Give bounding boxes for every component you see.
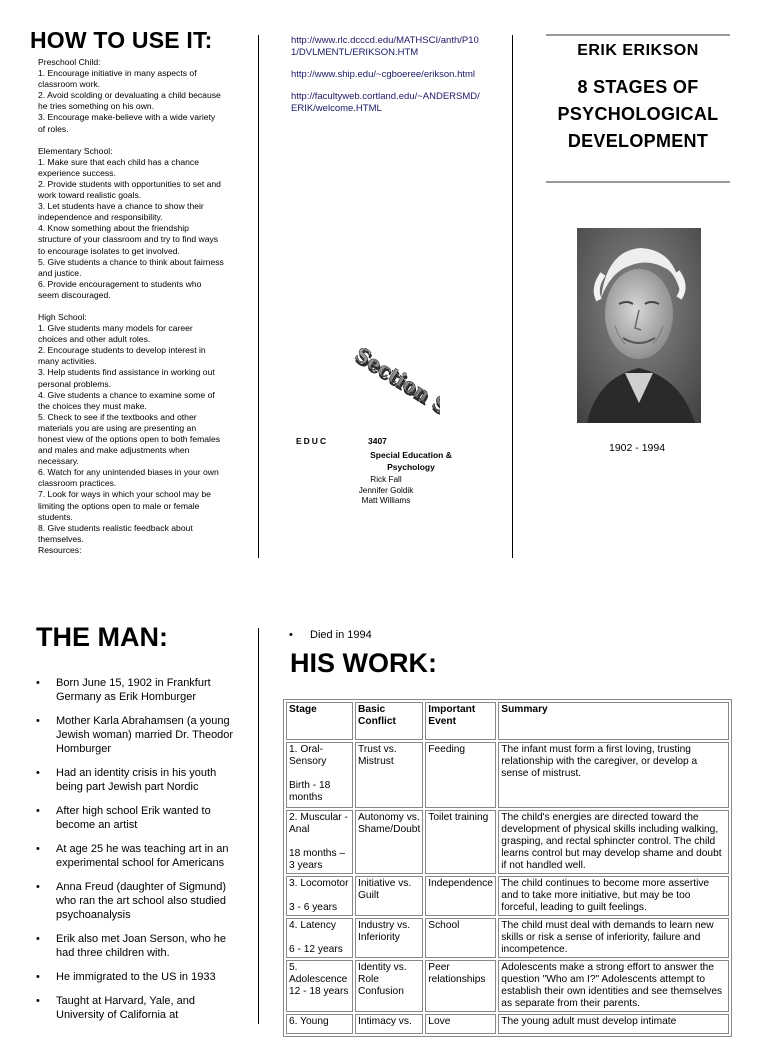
stage-age: 18 months – 3 years bbox=[289, 848, 346, 871]
resource-links bbox=[291, 35, 481, 125]
cell-summary: The infant must form a first loving, trusting relationship with the caregiver, or develop a sense of mistrust. bbox=[498, 742, 729, 808]
divider-right bbox=[512, 35, 513, 558]
resources-label: Resources: bbox=[38, 544, 82, 555]
list-item: • Erik also met Joan Serson, who he had three children with. bbox=[36, 932, 236, 960]
table-row bbox=[286, 918, 729, 958]
cell-conflict: Initiative vs. Guilt bbox=[355, 876, 423, 916]
table-row bbox=[286, 742, 729, 808]
list-item: • Had an identity crisis in his youth being part Jewish part Nordic bbox=[36, 766, 236, 794]
stage-name: 6. Young bbox=[289, 1016, 329, 1027]
cell-event: Feeding bbox=[425, 742, 496, 808]
section-title: High School: bbox=[38, 311, 87, 322]
stage-name: 2. Muscular -Anal bbox=[289, 812, 348, 835]
his-work-heading: HIS WORK: bbox=[290, 648, 437, 678]
course-code: EDUC bbox=[296, 436, 329, 446]
tip-item: 4. Know something about the friendship structure of your classroom and try to find ways to encourage isolates to get involved. bbox=[38, 223, 219, 256]
resource-link[interactable]: http://www.ship.edu/~cgboeree/erikson.html bbox=[291, 69, 476, 80]
cell-conflict: Trust vs. Mistrust bbox=[355, 742, 423, 808]
cell-conflict: Intimacy vs. bbox=[355, 1014, 423, 1034]
stage-name: 4. Latency bbox=[289, 920, 337, 931]
cell-conflict: Autonomy vs. Shame/Doubt bbox=[355, 810, 423, 874]
cell-event: School bbox=[425, 918, 496, 958]
tip-item: 4. Give students a chance to examine some of the choices they must make. bbox=[38, 389, 215, 411]
cell-stage bbox=[286, 1014, 353, 1034]
tip-item: 2. Avoid scolding or devaluating a child because he tries something on his own. bbox=[38, 90, 221, 112]
authors bbox=[336, 475, 436, 507]
list-item: • Anna Freud (daughter of Sigmund) who ran the art school also studied psychoanalysis bbox=[36, 880, 236, 922]
divider-lower bbox=[258, 628, 259, 1024]
cell-event: Love bbox=[425, 1014, 496, 1034]
author: Rick Fall bbox=[370, 475, 402, 484]
cell-conflict: Industry vs. Inferiority bbox=[355, 918, 423, 958]
stages-table-body bbox=[286, 742, 729, 1034]
title-rule-top bbox=[546, 34, 730, 36]
list-item: • He immigrated to the US in 1933 bbox=[36, 970, 236, 984]
stage-name: 5. Adolescence bbox=[289, 962, 348, 985]
cell-stage bbox=[286, 810, 353, 874]
the-man-list bbox=[36, 676, 236, 1032]
tip-item: 1. Encourage initiative in many aspects of classroom work. bbox=[38, 68, 197, 90]
cell-summary: The child's energies are directed toward the development of physical skills including walking, grasping, and rectal sphincter control. The child learns control but may develop shame and doubt if not handled well. bbox=[498, 810, 729, 874]
section-title: Elementary School: bbox=[38, 145, 113, 156]
logo-text: Section Seven bbox=[351, 348, 440, 436]
tip-item: 6. Watch for any unintended biases in your own classroom practices. bbox=[38, 467, 219, 489]
list-item: • Born June 15, 1902 in Frankfurt Germany as Erik Homburger bbox=[36, 676, 236, 704]
cell-summary: The child continues to become more assertive and to take more initiative, but may be too forceful, leading to guilt feelings. bbox=[498, 876, 729, 916]
table-row bbox=[286, 1014, 729, 1034]
cell-summary: The young adult must develop intimate bbox=[498, 1014, 729, 1034]
how-to-section bbox=[38, 57, 224, 135]
cell-conflict: Identity vs. Role Confusion bbox=[355, 960, 423, 1012]
tip-item: 6. Provide encouragement to students who seem discouraged. bbox=[38, 278, 202, 300]
tip-item: 3. Encourage make-believe with a wide variety of roles. bbox=[38, 112, 216, 134]
cell-stage bbox=[286, 742, 353, 808]
author: Matt Williams bbox=[361, 496, 411, 505]
stage-name: 3. Locomotor bbox=[289, 878, 349, 889]
table-row bbox=[286, 876, 729, 916]
stage-age: 3 - 6 years bbox=[289, 902, 338, 913]
how-to-section bbox=[38, 146, 224, 301]
how-to-use-heading: HOW TO USE IT: bbox=[30, 27, 213, 53]
list-item: • At age 25 he was teaching art in an experimental school for Americans bbox=[36, 842, 236, 870]
tip-item: 5. Give students a chance to think about fairness and justice. bbox=[38, 256, 224, 278]
erikson-portrait bbox=[577, 228, 701, 423]
cell-event: Independence bbox=[425, 876, 496, 916]
cell-stage bbox=[286, 960, 353, 1012]
table-row bbox=[286, 810, 729, 874]
table-header-row bbox=[286, 702, 729, 740]
course-info bbox=[296, 436, 476, 505]
how-to-section bbox=[38, 312, 224, 556]
tip-item: 3. Help students find assistance in working out personal problems. bbox=[38, 367, 215, 389]
title-subtitle: 8 STAGES OF PSYCHOLOGICAL DEVELOPMENT bbox=[557, 77, 719, 151]
cell-summary: Adolescents make a strong effort to answer the question "Who am I?" Adolescents attempt to establish their own identities and see themselves as separate from their parents. bbox=[498, 960, 729, 1012]
stage-age: Birth - 18 months bbox=[289, 780, 331, 803]
cell-summary: The child must deal with demands to learn new skills or risk a sense of inferiority, failure and incompetence. bbox=[498, 918, 729, 958]
logo-text-overlay: Section Seven bbox=[350, 348, 440, 436]
table-row bbox=[286, 960, 729, 1012]
stage-age: 12 - 18 years bbox=[289, 986, 349, 997]
tip-item: 2. Provide students with opportunities to set and work toward realistic goals. bbox=[38, 178, 221, 201]
tip-item: 2. Encourage students to develop interest in many activities. bbox=[38, 345, 206, 367]
tip-item: 7. Look for ways in which your school may be limiting the options open to male or female students. bbox=[38, 489, 211, 522]
resource-link[interactable]: http://www.rlc.dcccd.edu/MATHSCI/anth/P101/DVLMENTL/ERIKSON.HTM bbox=[291, 35, 479, 58]
how-to-use-body bbox=[38, 57, 224, 556]
the-man-heading: THE MAN: bbox=[36, 622, 168, 652]
died-note: • Died in 1994 bbox=[289, 629, 372, 641]
stages-table bbox=[283, 699, 732, 1037]
stage-age: 6 - 12 years bbox=[289, 944, 343, 955]
list-item: • Mother Karla Abrahamsen (a young Jewish woman) married Dr. Theodor Homburger bbox=[36, 714, 236, 756]
section-title: Preschool Child: bbox=[38, 57, 101, 67]
divider-left bbox=[258, 35, 259, 558]
header-conflict: Basic Conflict bbox=[355, 702, 423, 740]
list-item: • After high school Erik wanted to become an artist bbox=[36, 804, 236, 832]
title-block bbox=[520, 42, 756, 155]
resource-link[interactable]: http://facultyweb.cortland.edu/~ANDERSMD/ERIK/welcome.HTML bbox=[291, 91, 480, 114]
cell-event: Toilet training bbox=[425, 810, 496, 874]
cell-stage bbox=[286, 876, 353, 916]
life-years: 1902 - 1994 bbox=[609, 442, 666, 454]
tip-item: 3. Let students have a chance to show their independence and responsibility. bbox=[38, 201, 204, 223]
course-number: 3407 bbox=[368, 436, 387, 446]
tip-item: 1. Make sure that each child has a chance experience success. bbox=[38, 156, 199, 178]
bullet-icon: • bbox=[289, 629, 293, 641]
header-stage: Stage bbox=[286, 702, 353, 740]
cell-stage bbox=[286, 918, 353, 958]
title-rule-bottom bbox=[546, 181, 730, 183]
course-department: Special Education & Psychology bbox=[370, 450, 452, 472]
list-item: • Taught at Harvard, Yale, and University of California at bbox=[36, 994, 236, 1022]
stage-name: 1. Oral-Sensory bbox=[289, 744, 327, 767]
tip-item: 5. Check to see if the textbooks and other materials you are using are presenting an honest view of the options open to both females and males and make adjustments when necessary. bbox=[38, 411, 221, 467]
cell-event: Peer relationships bbox=[425, 960, 496, 1012]
header-event: Important Event bbox=[425, 702, 496, 740]
title-name: ERIK ERIKSON bbox=[577, 42, 699, 59]
section-logo bbox=[330, 348, 440, 436]
author: Jennifer Goldik bbox=[358, 485, 414, 495]
header-summary: Summary bbox=[498, 702, 729, 740]
tip-item: 1. Give students many models for career choices and other adult roles. bbox=[38, 323, 193, 345]
tip-item: 8. Give students realistic feedback about themselves. bbox=[38, 522, 193, 544]
